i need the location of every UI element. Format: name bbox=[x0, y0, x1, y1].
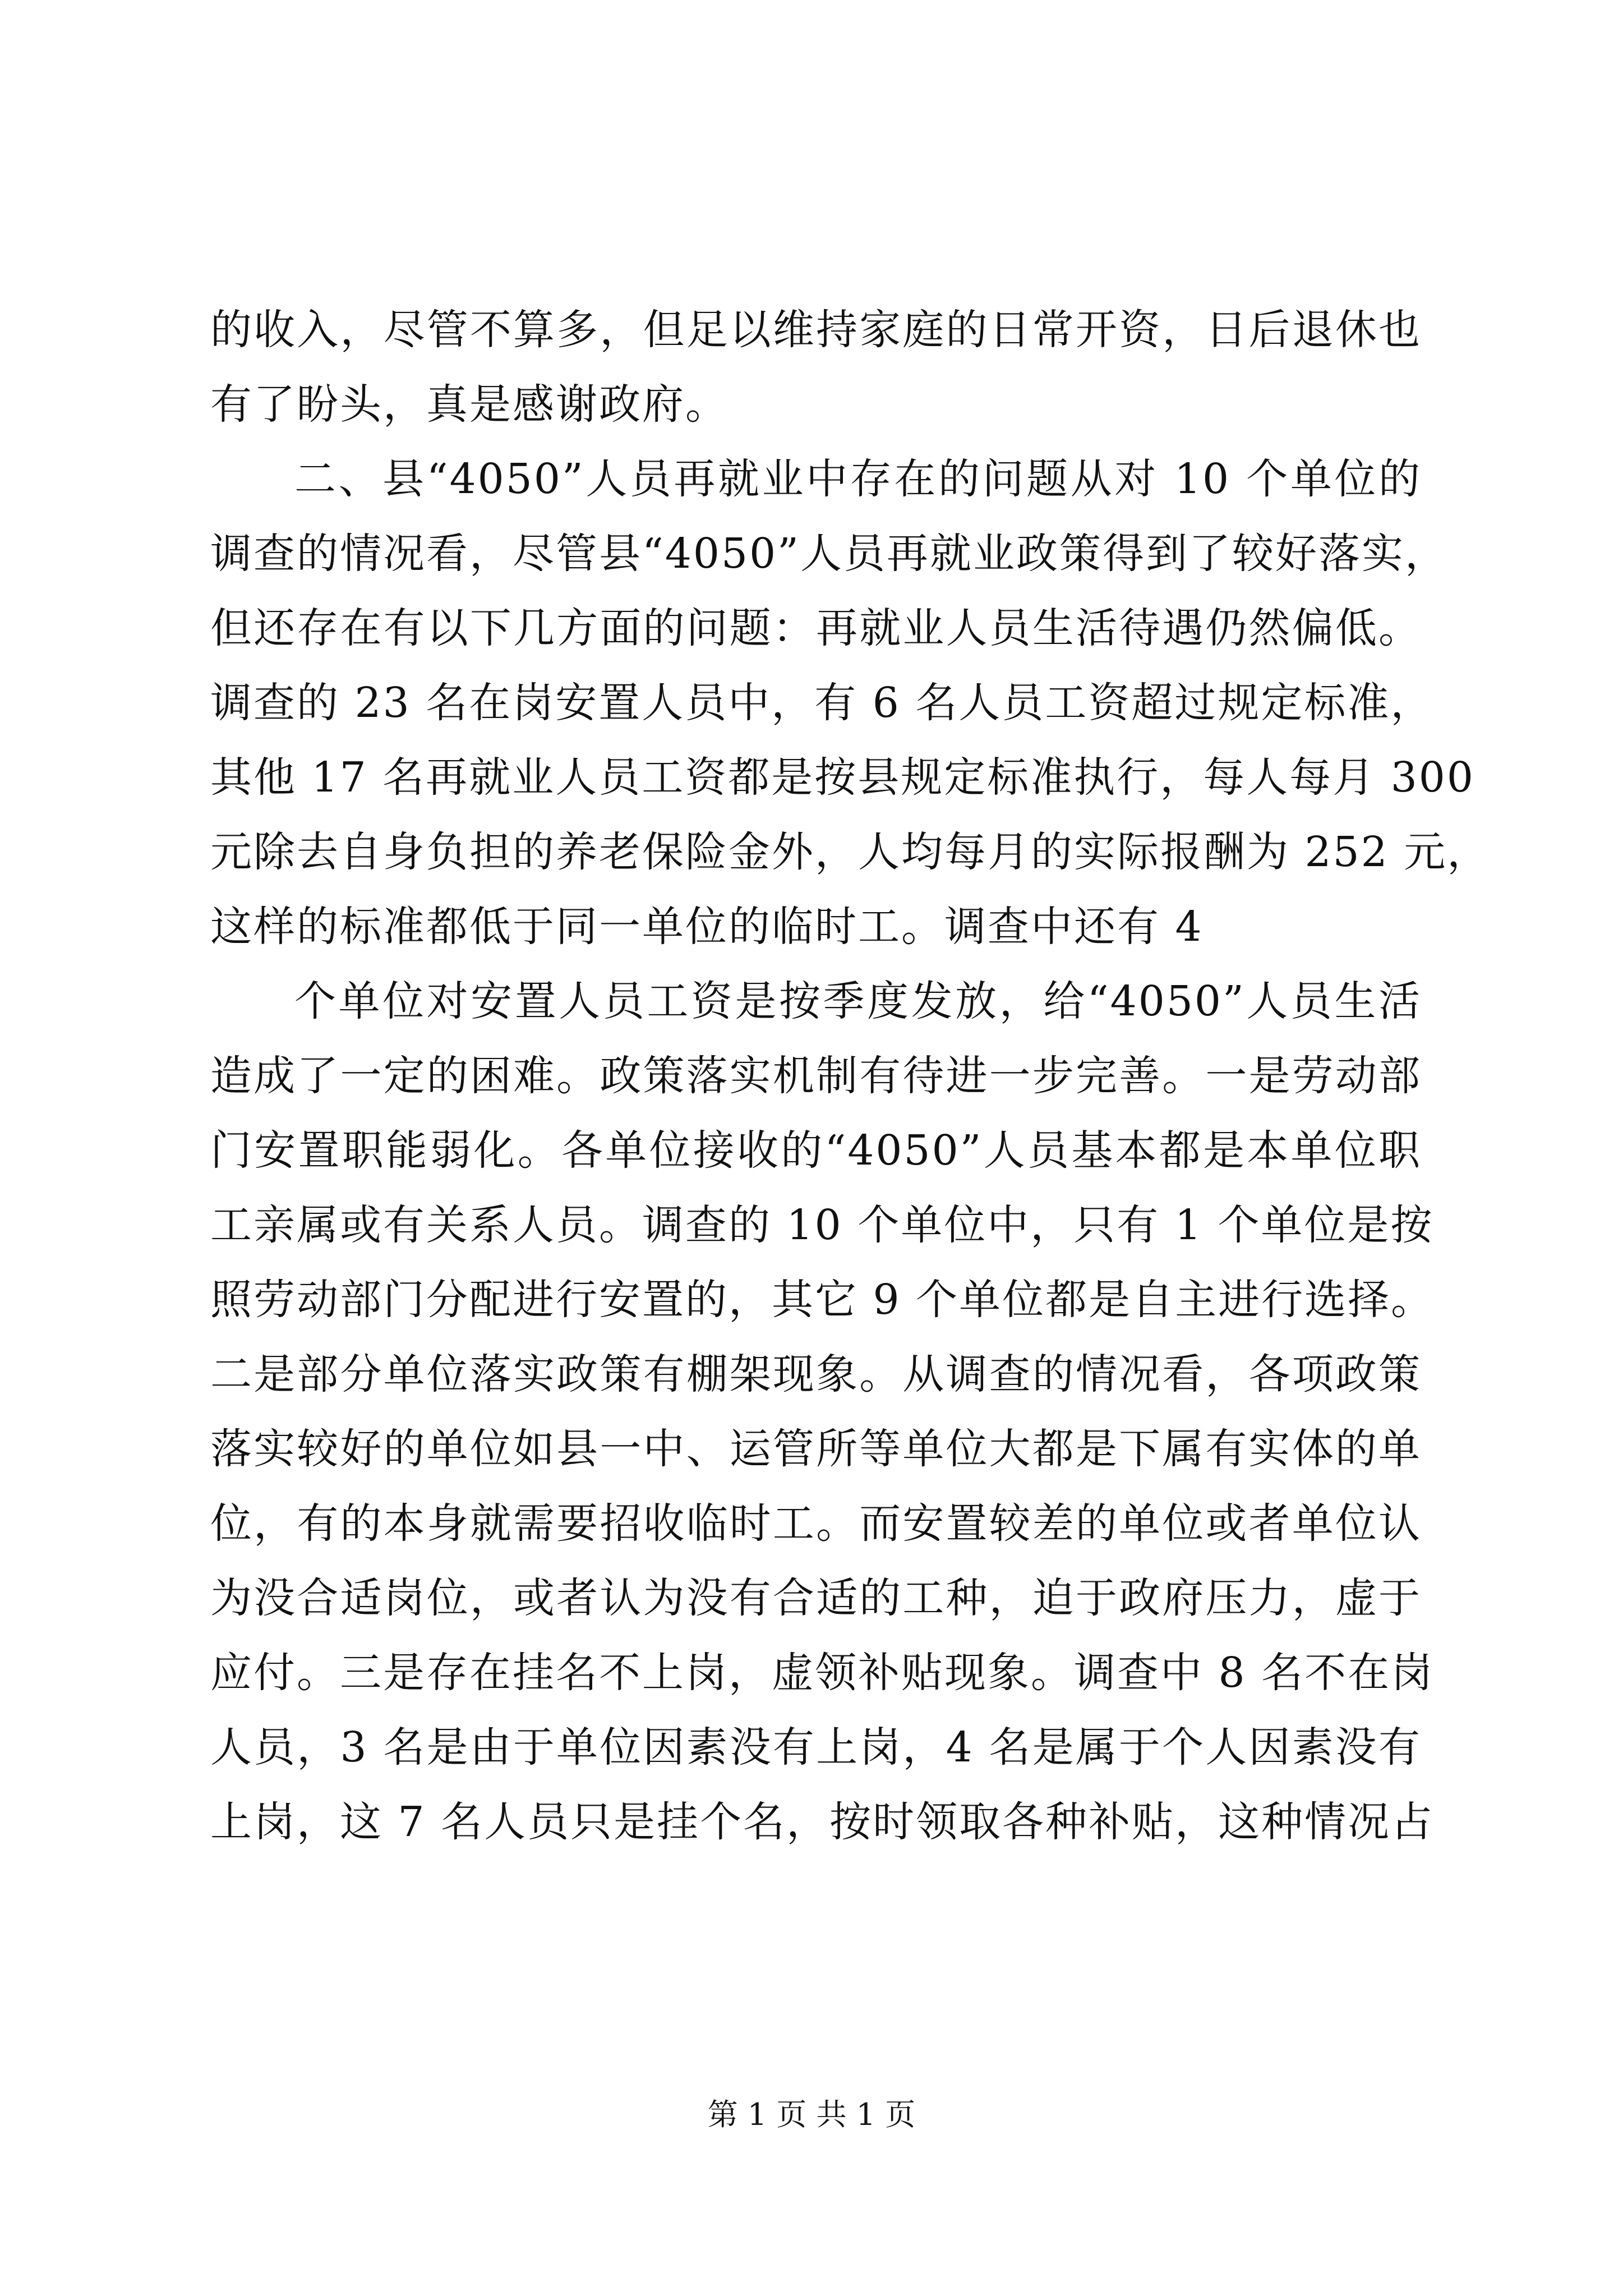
document-body bbox=[210, 293, 1491, 1860]
text-line: 为没合适岗位，或者认为没有合适的工种，迫于政府压力，虚于 bbox=[210, 1574, 1422, 1622]
text-line: 有了盼头，真是感谢政府。 bbox=[210, 380, 728, 429]
text-line: 照劳动部门分配进行安置的，其它 9 个单位都是自主进行选择。 bbox=[210, 1276, 1435, 1324]
text-line: 其他 17 名再就业人员工资都是按县规定标准执行，每人每月 300 bbox=[210, 753, 1475, 802]
text-line: 的收入，尽管不算多，但足以维持家庭的日常开资，日后退休也 bbox=[210, 306, 1422, 354]
text-line: 上岗，这 7 名人员只是挂个名，按时领取各种补贴，这种情况占 bbox=[210, 1798, 1435, 1846]
text-line: 调查的 23 名在岗安置人员中，有 6 名人员工资超过规定标准， bbox=[210, 679, 1434, 727]
paragraph-start-line: 个单位对安置人员工资是按季度发放，给“4050”人员生活 bbox=[294, 977, 1422, 1025]
text-line: 位，有的本身就需要招收临时工。而安置较差的单位或者单位认 bbox=[210, 1499, 1422, 1548]
text-line: 工亲属或有关系人员。调查的 10 个单位中，只有 1 个单位是按 bbox=[210, 1201, 1434, 1249]
text-line: 元除去自身负担的养老保险金外，人均每月的实际报酬为 252 元， bbox=[210, 828, 1491, 876]
text-line: 这样的标准都低于同一单位的临时工。调查中还有 4 bbox=[210, 903, 1204, 951]
text-line: 人员，3 名是由于单位因素没有上岗，4 名是属于个人因素没有 bbox=[210, 1723, 1422, 1772]
paragraph-start-line: 二、县“4050”人员再就业中存在的问题从对 10 个单位的 bbox=[294, 455, 1422, 503]
text-line: 造成了一定的困难。政策落实机制有待进一步完善。一是劳动部 bbox=[210, 1052, 1422, 1100]
text-line: 但还存在有以下几方面的问题：再就业人员生活待遇仍然偏低。 bbox=[210, 604, 1422, 652]
text-line: 门安置职能弱化。各单位接收的“4050”人员基本都是本单位职 bbox=[210, 1126, 1422, 1175]
text-line: 调查的情况看，尽管县“4050”人员再就业政策得到了较好落实， bbox=[210, 530, 1448, 578]
page-footer: 第 1 页 共 1 页 bbox=[707, 2097, 916, 2132]
text-line: 应付。三是存在挂名不上岗，虚领补贴现象。调查中 8 名不在岗 bbox=[210, 1649, 1435, 1697]
text-line: 二是部分单位落实政策有棚架现象。从调查的情况看，各项政策 bbox=[210, 1350, 1422, 1398]
text-line: 落实较好的单位如县一中、运管所等单位大都是下属有实体的单 bbox=[210, 1425, 1422, 1473]
